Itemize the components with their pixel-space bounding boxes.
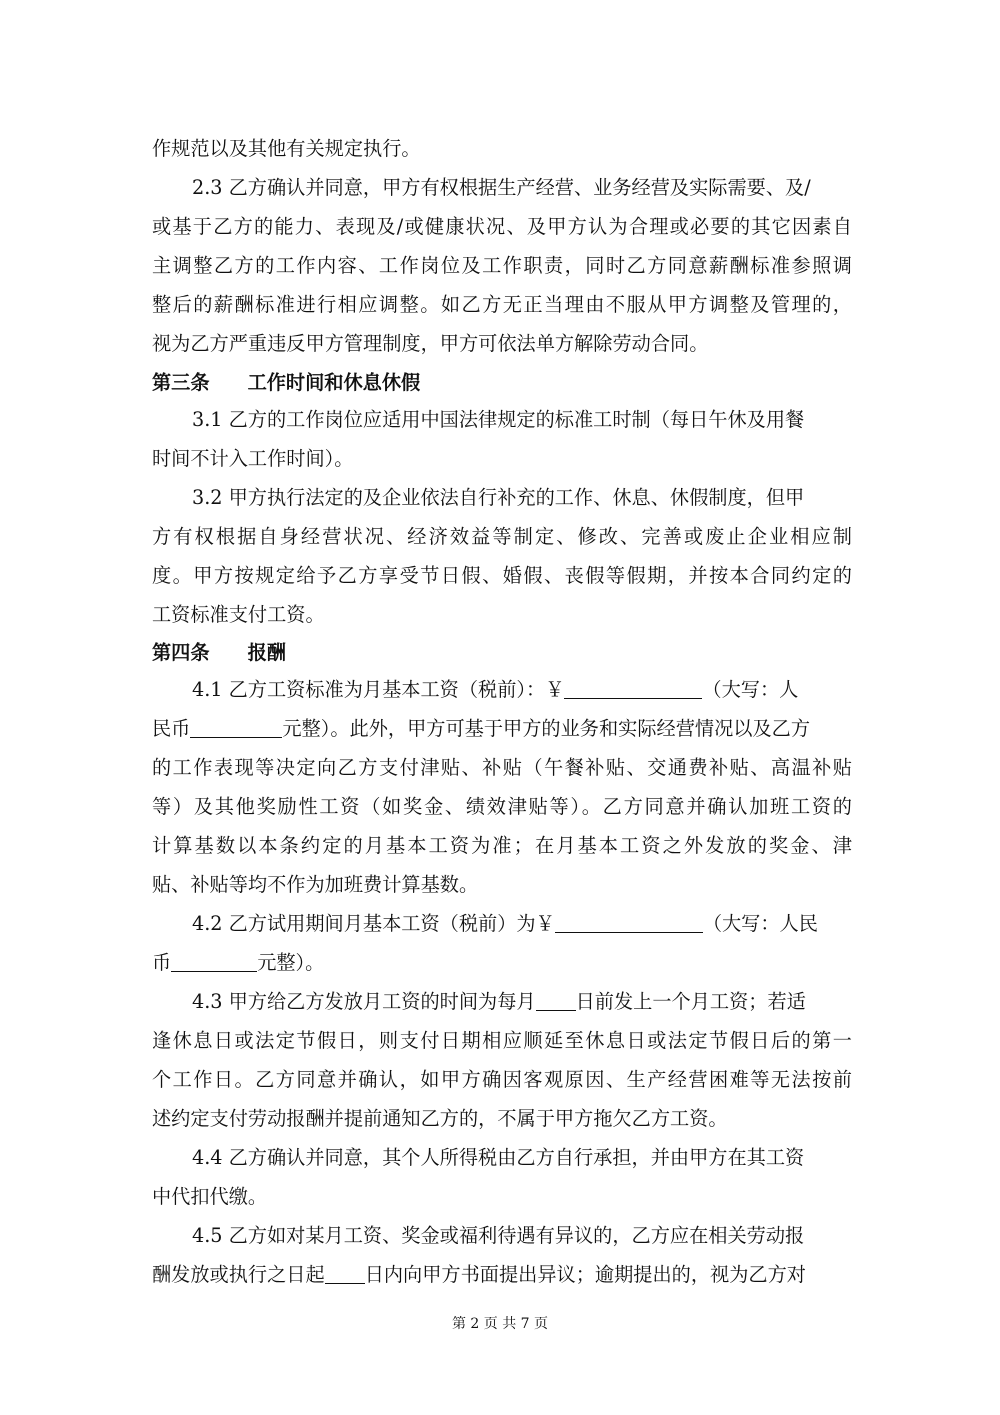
paragraph-line: 度。甲方按规定给予乙方享受节日假、婚假、丧假等假期，并按本合同约定的 bbox=[152, 564, 852, 587]
paragraph-line: 时间不计入工作时间）。 bbox=[152, 447, 354, 470]
section-title: 工作时间和休息休假 bbox=[247, 371, 421, 394]
paragraph-line: 币 元整）。 bbox=[152, 951, 325, 974]
paragraph-line: 3.2 甲方执行法定的及企业依法自行补充的工作、休息、休假制度，但甲 bbox=[192, 486, 805, 509]
dispute-days-blank[interactable] bbox=[325, 1263, 365, 1284]
paragraph-line-salary: 4.1 乙方工资标准为月基本工资（税前）：￥ （大写：人 bbox=[192, 678, 799, 701]
section-number: 第四条 bbox=[152, 641, 210, 664]
section-heading-4 bbox=[152, 639, 852, 667]
paragraph-line: 2.3 乙方确认并同意，甲方有权根据生产经营、业务经营及实际需要、及/ bbox=[192, 176, 811, 199]
paragraph-line: 3.1 乙方的工作岗位应适用中国法律规定的标准工时制（每日午休及用餐 bbox=[192, 408, 805, 431]
salary-words-blank[interactable] bbox=[190, 717, 282, 738]
probation-amount-blank[interactable] bbox=[555, 912, 703, 933]
paragraph-line-dispute: 酬发放或执行之日起 日内向甲方书面提出异议；逾期提出的，视为乙方对 bbox=[152, 1263, 806, 1286]
paragraph-line: 计算基数以本条约定的月基本工资为准；在月基本工资之外发放的奖金、津 bbox=[152, 834, 852, 857]
paragraph-line-probation: 4.2 乙方试用期间月基本工资（税前）为￥ （大写：人民 bbox=[192, 912, 818, 935]
section-number: 第三条 bbox=[152, 371, 210, 394]
paragraph-line: 民币 元整）。此外，甲方可基于甲方的业务和实际经营情况以及乙方 bbox=[152, 717, 811, 740]
paragraph-line-payday: 4.3 甲方给乙方发放月工资的时间为每月 日前发上一个月工资；若适 bbox=[192, 990, 806, 1013]
paragraph-line: 方有权根据自身经营状况、经济效益等制定、修改、完善或废止企业相应制 bbox=[152, 525, 852, 548]
paragraph-line: 的工作表现等决定向乙方支付津贴、补贴（午餐补贴、交通费补贴、高温补贴 bbox=[152, 756, 852, 779]
paragraph-line: 主调整乙方的工作内容、工作岗位及工作职责，同时乙方同意薪酬标准参照调 bbox=[152, 254, 852, 277]
paragraph-line: 逢休息日或法定节假日，则支付日期相应顺延至休息日或法定节假日后的第一 bbox=[152, 1029, 852, 1052]
paragraph-line: 述约定支付劳动报酬并提前通知乙方的，不属于甲方拖欠乙方工资。 bbox=[152, 1107, 728, 1130]
paragraph-line: 或基于乙方的能力、表现及/或健康状况、及甲方认为合理或必要的其它因素自 bbox=[152, 215, 852, 238]
salary-amount-blank[interactable] bbox=[564, 678, 702, 699]
paragraph-line: 等）及其他奖励性工资（如奖金、绩效津贴等）。乙方同意并确认加班工资的 bbox=[152, 795, 852, 818]
payday-blank[interactable] bbox=[536, 990, 576, 1011]
section-heading-3 bbox=[152, 369, 852, 397]
paragraph-line: 4.4 乙方确认并同意，其个人所得税由乙方自行承担，并由甲方在其工资 bbox=[192, 1146, 805, 1169]
paragraph-line: 视为乙方严重违反甲方管理制度，甲方可依法单方解除劳动合同。 bbox=[152, 332, 709, 355]
paragraph-line: 作规范以及其他有关规定执行。 bbox=[152, 137, 421, 160]
paragraph-line: 贴、补贴等均不作为加班费计算基数。 bbox=[152, 873, 479, 896]
paragraph-line: 工资标准支付工资。 bbox=[152, 603, 325, 626]
paragraph-line: 4.5 乙方如对某月工资、奖金或福利待遇有异议的，乙方应在相关劳动报 bbox=[192, 1224, 805, 1247]
paragraph-line: 整后的薪酬标准进行相应调整。如乙方无正当理由不服从甲方调整及管理的， bbox=[152, 293, 852, 316]
probation-words-blank[interactable] bbox=[171, 951, 257, 972]
paragraph-line: 个工作日。乙方同意并确认，如甲方确因客观原因、生产经营困难等无法按前 bbox=[152, 1068, 852, 1091]
section-title: 报酬 bbox=[247, 641, 286, 664]
page-number-footer: 第 2 页 共 7 页 bbox=[451, 1316, 549, 1332]
paragraph-line: 中代扣代缴。 bbox=[152, 1185, 268, 1208]
